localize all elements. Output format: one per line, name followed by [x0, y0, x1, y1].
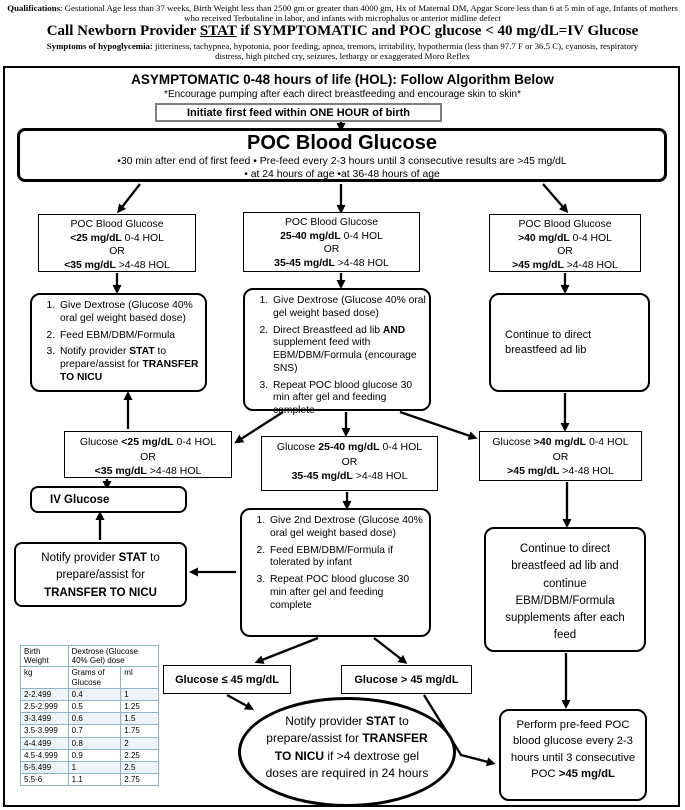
glucose-high-decision-box: [479, 431, 642, 481]
box-line: Glucose 25-40 mg/dL 0-4 HOL: [276, 441, 423, 453]
box-line: POC Blood Glucose: [518, 219, 612, 230]
poc-range-low-box: [38, 214, 196, 272]
qualifications-text: Qualifications: Gestational Age less than 37 weeks, Birth Weight less than 2500 gm or greater than 4000 gm, Hx of Maternal DM, Apgar Score less than 6 at 5 min of age, Infants of mothers who received Terbutaline in labor, and infants with microphalus or anterior midline defect: [7, 3, 678, 24]
box-line: POC Blood Glucose: [70, 219, 164, 230]
cell: 1.1: [68, 774, 121, 786]
box-line: OR: [557, 246, 573, 258]
second-dextrose-box: [240, 508, 431, 637]
box-line: 25-40 mg/dL 0-4 HOL: [280, 230, 383, 242]
action-mid-steps: [245, 295, 427, 418]
table-header-row: [21, 646, 159, 667]
cell: 4-4.499: [21, 737, 69, 749]
notify-transfer-nicu-box: Notify provider STAT to prepare/assist for TRANSFER TO NICU: [14, 542, 187, 607]
step-item: 1. Give 2nd Dextrose (Glucose 40% oral gel weight based dose): [268, 515, 427, 541]
cell: 2.25: [121, 749, 159, 761]
action-low-steps: [32, 300, 203, 385]
table-row: [21, 700, 159, 712]
continue-breastfeed-supplement-box: Continue to direct breastfeed ad lib and continue EBM/DBM/Formula supplements after each feed: [484, 527, 646, 652]
box-line: OR: [109, 246, 125, 258]
header-dextrose-dose: Dextrose (Glucose 40% Gel) dose: [68, 646, 158, 667]
glucose-low-decision-box: [64, 431, 232, 478]
cell: 0.7: [68, 725, 121, 737]
box-line: OR: [323, 244, 340, 256]
box-line: <35 mg/dL >4-48 HOL: [94, 465, 202, 478]
step-item: 1. Give Dextrose (Glucose 40% oral gel weight based dose): [271, 295, 427, 321]
cell: 1.75: [121, 725, 159, 737]
iv-glucose-box: IV Glucose: [30, 486, 187, 513]
box-line: >45 mg/dL >4-48 HOL: [512, 259, 618, 271]
box-line: Glucose <25 mg/dL 0-4 HOL: [79, 436, 217, 448]
cell: 2.75: [121, 774, 159, 786]
table-row: [21, 749, 159, 761]
cell: 2.5: [121, 761, 159, 773]
table-row: [21, 725, 159, 737]
cell: 0.6: [68, 713, 121, 725]
glucose-gt-45-box: Glucose > 45 mg/dL: [341, 665, 472, 694]
cell: 4.5-4.999: [21, 749, 69, 761]
box-line: OR: [140, 450, 156, 463]
table-row: [21, 774, 159, 786]
box-line: 35-45 mg/dL >4-48 HOL: [291, 470, 408, 483]
table-subheader-row: [21, 667, 159, 688]
table-row: [21, 737, 159, 749]
step-item: 3. Notify provider STAT to prepare/assist for TRANSFER TO NICU: [58, 346, 203, 384]
cell: 2-2.499: [21, 688, 69, 700]
encourage-subtitle: *Encourage pumping after each direct breastfeeding and encourage skin to skin*: [164, 89, 521, 100]
cell: 0.5: [68, 700, 121, 712]
asymptomatic-title: ASYMPTOMATIC 0-48 hours of life (HOL): Follow Algorithm Below: [131, 72, 554, 87]
glucose-le-45-box: Glucose ≤ 45 mg/dL: [163, 665, 291, 694]
cell: 3-3.499: [21, 713, 69, 725]
step-item: 2. Feed EBM/DBM/Formula: [58, 330, 203, 343]
box-line: Glucose >40 mg/dL 0-4 HOL: [492, 436, 629, 448]
cell: 0.9: [68, 749, 121, 761]
step-item: 2. Feed EBM/DBM/Formula if tolerated by infant: [268, 545, 427, 571]
box-line: <35 mg/dL >4-48 HOL: [64, 259, 170, 271]
poc-title: POC Blood Glucose: [246, 132, 438, 154]
header-birth-weight: Birth Weight: [21, 646, 69, 667]
box-line: >45 mg/dL >4-48 HOL: [507, 465, 614, 478]
cell: 1: [68, 761, 121, 773]
box-line: OR: [552, 450, 569, 463]
poc-line2: • at 24 hours of age •at 36-48 hours of age: [244, 169, 440, 180]
action-low-box: [30, 293, 207, 392]
cell: 1.25: [121, 700, 159, 712]
cell: 5.5-6: [21, 774, 69, 786]
box-line: >40 mg/dL 0-4 HOL: [518, 232, 612, 244]
box-line: POC Blood Glucose: [285, 217, 378, 228]
call-provider-stat-heading: Call Newborn Provider STAT if SYMPTOMATIC and POC glucose < 40 mg/dL=IV Glucose: [46, 23, 639, 39]
cell: 5-5.499: [21, 761, 69, 773]
step-item: 3. Repeat POC blood glucose 30 min after gel and feeding complete: [268, 574, 427, 612]
table-row: [21, 713, 159, 725]
header-grams: Grams of Glucose: [68, 667, 121, 688]
poc-blood-glucose-box: [17, 128, 667, 182]
step-item: 2. Direct Breastfeed ad lib AND supplement feed with EBM/DBM/Formula (encourage SNS): [271, 325, 427, 376]
step-item: 3. Repeat POC blood glucose 30 min after gel and feeding complete: [271, 380, 427, 418]
cell: 2.5-2.999: [21, 700, 69, 712]
glucose-mid-decision-box: [261, 436, 438, 491]
cell: 1: [121, 688, 159, 700]
table-row: [21, 688, 159, 700]
dextrose-dose-table: [20, 645, 159, 786]
box-line: <25 mg/dL 0-4 HOL: [70, 232, 164, 244]
action-mid-box: [243, 288, 431, 417]
poc-range-high-box: [489, 214, 641, 272]
box-line: 35-45 mg/dL >4-48 HOL: [274, 257, 389, 269]
cell: 3.5-3.999: [21, 725, 69, 737]
symptoms-text: Symptoms of hypoglycemia: jitteriness, tachypnea, hypotonia, poor feeding, apnea, tremors, irritability, hypothermia (less than 97.7 F or 36.5 C), cyanosis, respiratory distress, high pitched cry, seizures, lethargy or exaggerated Moro Reflex: [46, 41, 639, 62]
initiate-first-feed-box: Initiate first feed within ONE HOUR of birth: [155, 103, 442, 122]
notify-stat-ellipse: Notify provider STAT to prepare/assist for TRANSFER TO NICU if >4 dextrose gel doses are required in 24 hours: [238, 697, 456, 807]
cell: 0.8: [68, 737, 121, 749]
second-dextrose-steps: [242, 515, 427, 612]
header-kg: kg: [21, 667, 69, 688]
box-line: OR: [341, 455, 358, 468]
cell: 1.5: [121, 713, 159, 725]
cell: 2: [121, 737, 159, 749]
header-ml: ml: [121, 667, 159, 688]
cell: 0.4: [68, 688, 121, 700]
table-row: [21, 761, 159, 773]
step-item: 1. Give Dextrose (Glucose 40% oral gel weight based dose): [58, 300, 203, 326]
action-high-box: Continue to direct breastfeed ad lib: [489, 293, 650, 392]
perform-prefeed-box: Perform pre-feed POC blood glucose every 2-3 hours until 3 consecutive POC >45 mg/dL: [499, 709, 647, 801]
poc-range-mid-box: [243, 212, 420, 272]
poc-line1: •30 min after end of first feed • Pre-feed every 2-3 hours until 3 consecutive results are >45 mg/dL: [117, 156, 567, 167]
